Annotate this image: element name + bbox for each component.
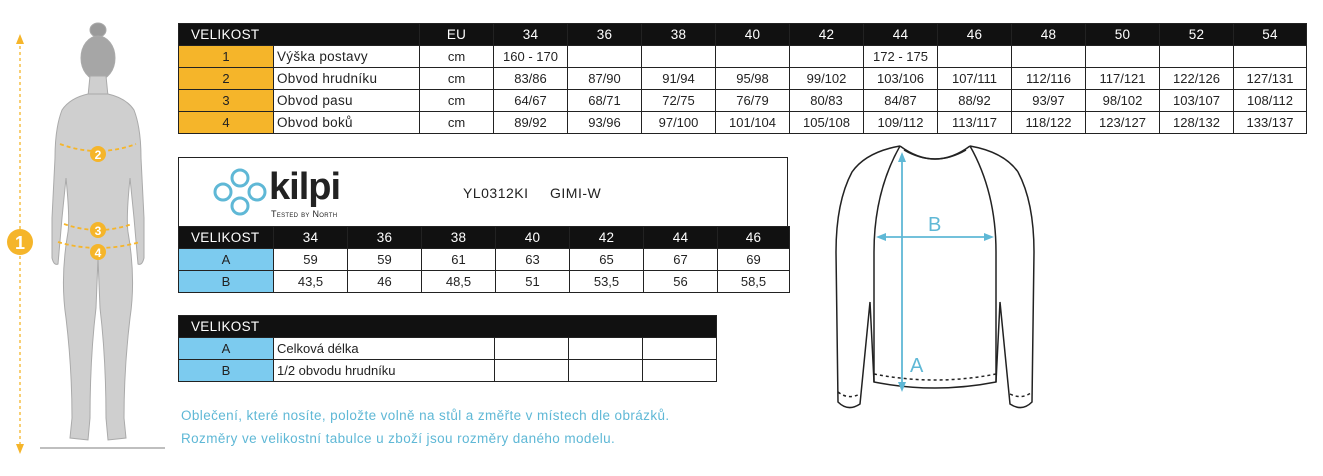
header-size: 38 xyxy=(642,24,716,46)
brand-name: kilpi xyxy=(269,166,341,208)
marker-4: 4 xyxy=(94,246,102,260)
size-cell: 103/106 xyxy=(864,68,938,90)
size-cell: 117/121 xyxy=(1086,68,1160,90)
shirt-diagram xyxy=(830,142,1040,422)
size-table-row xyxy=(179,90,1307,112)
size-cell: 87/90 xyxy=(568,68,642,90)
marker-3: 3 xyxy=(94,224,102,238)
measurement-name: Obvod hrudníku xyxy=(274,68,420,90)
size-cell: 48,5 xyxy=(422,271,496,293)
size-cell: 133/137 xyxy=(1234,112,1307,134)
size-cell: 53,5 xyxy=(570,271,644,293)
header-eu: EU xyxy=(420,24,494,46)
size-cell: 98/102 xyxy=(1086,90,1160,112)
measurement-name: Obvod boků xyxy=(274,112,420,134)
size-cell xyxy=(1160,46,1234,68)
header-size: 36 xyxy=(348,227,422,249)
header-size: 42 xyxy=(790,24,864,46)
header-size: 40 xyxy=(496,227,570,249)
size-cell xyxy=(1012,46,1086,68)
size-cell: 93/97 xyxy=(1012,90,1086,112)
size-cell: 56 xyxy=(644,271,718,293)
legend-table-row xyxy=(179,338,717,360)
size-cell: 95/98 xyxy=(716,68,790,90)
size-table-header xyxy=(179,24,1307,46)
size-table-row xyxy=(179,112,1307,134)
size-cell: 72/75 xyxy=(642,90,716,112)
header-size: 44 xyxy=(644,227,718,249)
empty-cell xyxy=(643,360,717,382)
size-cell: 109/112 xyxy=(864,112,938,134)
legend-table-row xyxy=(179,360,717,382)
size-cell: 51 xyxy=(496,271,570,293)
size-cell: 123/127 xyxy=(1086,112,1160,134)
row-label: A xyxy=(179,249,274,271)
size-cell: 67 xyxy=(644,249,718,271)
size-cell: 91/94 xyxy=(642,68,716,90)
empty-cell xyxy=(643,338,717,360)
legend-table-header xyxy=(179,316,717,338)
header-velikost: VELIKOST xyxy=(179,24,420,46)
size-cell: 89/92 xyxy=(494,112,568,134)
header-size: 38 xyxy=(422,227,496,249)
legend-table xyxy=(178,315,717,382)
size-cell: 84/87 xyxy=(864,90,938,112)
size-table-row xyxy=(179,46,1307,68)
product-size-table xyxy=(178,226,790,293)
header-size: 44 xyxy=(864,24,938,46)
size-cell: 128/132 xyxy=(1160,112,1234,134)
size-cell xyxy=(938,46,1012,68)
size-cell: 97/100 xyxy=(642,112,716,134)
row-number: 2 xyxy=(179,68,274,90)
size-cell: 93/96 xyxy=(568,112,642,134)
shirt-label-b: B xyxy=(928,214,942,236)
size-cell: 69 xyxy=(718,249,790,271)
measurement-name: Výška postavy xyxy=(274,46,420,68)
row-label: B xyxy=(179,271,274,293)
header-size: 36 xyxy=(568,24,642,46)
unit: cm xyxy=(420,112,494,134)
size-cell: 59 xyxy=(274,249,348,271)
header-size: 46 xyxy=(938,24,1012,46)
brand-tagline: Tested by North xyxy=(271,209,338,219)
size-cell xyxy=(1086,46,1160,68)
size-cell: 58,5 xyxy=(718,271,790,293)
marker-2: 2 xyxy=(94,148,102,162)
empty-cell xyxy=(495,360,569,382)
header-velikost: VELIKOST xyxy=(179,227,274,249)
header-size: 42 xyxy=(570,227,644,249)
size-table-row xyxy=(179,68,1307,90)
row-number: 1 xyxy=(179,46,274,68)
kilpi-logo-icon xyxy=(209,166,271,218)
header-size: 34 xyxy=(494,24,568,46)
header-size: 54 xyxy=(1234,24,1307,46)
unit: cm xyxy=(420,68,494,90)
size-table xyxy=(178,23,1307,134)
unit: cm xyxy=(420,46,494,68)
header-size: 34 xyxy=(274,227,348,249)
note-line-2: Rozměry ve velikostní tabulce u zboží jsou rozměry daného modelu. xyxy=(181,431,616,446)
empty-cell xyxy=(569,338,643,360)
size-cell: 88/92 xyxy=(938,90,1012,112)
size-cell: 65 xyxy=(570,249,644,271)
size-cell: 80/83 xyxy=(790,90,864,112)
body-measurement-figure xyxy=(0,18,170,458)
size-cell: 108/112 xyxy=(1234,90,1307,112)
header-size: 48 xyxy=(1012,24,1086,46)
row-number: 3 xyxy=(179,90,274,112)
header-velikost: VELIKOST xyxy=(179,316,717,338)
size-cell: 122/126 xyxy=(1160,68,1234,90)
size-cell: 43,5 xyxy=(274,271,348,293)
row-number: 4 xyxy=(179,112,274,134)
empty-cell xyxy=(569,360,643,382)
size-cell: 59 xyxy=(348,249,422,271)
size-cell: 112/116 xyxy=(1012,68,1086,90)
size-cell: 101/104 xyxy=(716,112,790,134)
size-cell: 64/67 xyxy=(494,90,568,112)
header-size: 40 xyxy=(716,24,790,46)
size-cell: 127/131 xyxy=(1234,68,1307,90)
size-cell xyxy=(642,46,716,68)
product-header xyxy=(178,157,788,227)
size-cell: 172 - 175 xyxy=(864,46,938,68)
note-line-1: Oblečení, které nosíte, položte volně na stůl a změřte v místech dle obrázků. xyxy=(181,408,670,423)
size-cell: 105/108 xyxy=(790,112,864,134)
size-cell: 68/71 xyxy=(568,90,642,112)
size-cell xyxy=(1234,46,1307,68)
product-table-row xyxy=(179,249,790,271)
product-table-header xyxy=(179,227,790,249)
empty-cell xyxy=(495,338,569,360)
size-cell xyxy=(568,46,642,68)
header-size: 50 xyxy=(1086,24,1160,46)
row-label: A xyxy=(179,338,274,360)
size-cell: 61 xyxy=(422,249,496,271)
size-cell: 63 xyxy=(496,249,570,271)
size-cell: 107/111 xyxy=(938,68,1012,90)
product-table-row xyxy=(179,271,790,293)
shirt-label-a: A xyxy=(910,355,924,377)
size-cell: 76/79 xyxy=(716,90,790,112)
product-name: GIMI-W xyxy=(550,185,602,201)
size-cell: 118/122 xyxy=(1012,112,1086,134)
measurement-name: Obvod pasu xyxy=(274,90,420,112)
row-description: 1/2 obvodu hrudníku xyxy=(274,360,495,382)
size-cell xyxy=(790,46,864,68)
header-size: 46 xyxy=(718,227,790,249)
row-label: B xyxy=(179,360,274,382)
size-cell: 99/102 xyxy=(790,68,864,90)
size-cell xyxy=(716,46,790,68)
size-cell: 103/107 xyxy=(1160,90,1234,112)
size-cell: 83/86 xyxy=(494,68,568,90)
unit: cm xyxy=(420,90,494,112)
size-cell: 46 xyxy=(348,271,422,293)
size-cell: 160 - 170 xyxy=(494,46,568,68)
marker-1: 1 xyxy=(14,233,26,253)
row-description: Celková délka xyxy=(274,338,495,360)
size-cell: 113/117 xyxy=(938,112,1012,134)
header-size: 52 xyxy=(1160,24,1234,46)
product-code: YL0312KI xyxy=(463,185,529,201)
